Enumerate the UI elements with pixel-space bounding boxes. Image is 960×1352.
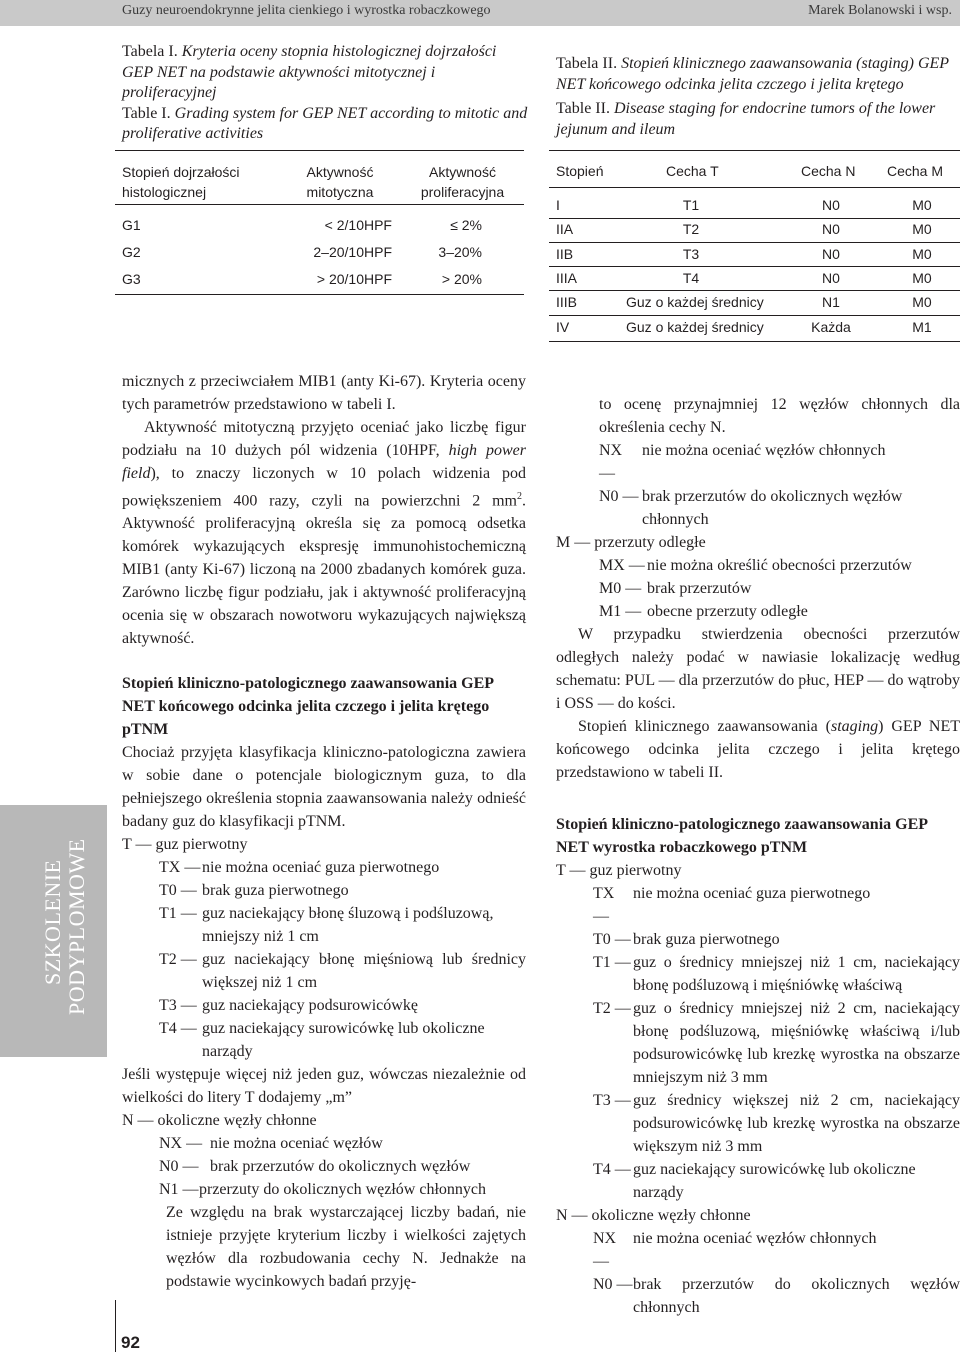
table2-cell: Guz o każdej średnicy — [626, 319, 764, 335]
table2-cell: IIA — [556, 221, 574, 237]
section-heading: Stopień kliniczno-patologicznego zaawansowania GEP NET końcowego odcinka jelita czczego i jelita krętego pTNM — [122, 675, 494, 739]
list-item: T1 — guz naciekający błonę śluzową i podśluzową, mniejszy niż 1 cm — [159, 905, 494, 946]
list-item: N1 — przerzuty do okolicznych węzłów chłonnych — [159, 1181, 487, 1199]
paragraph: to ocenę przynajmniej 12 węzłów chłonnych dla określenia cechy N. — [599, 396, 960, 436]
table1-header-grade: Stopień dojrzałości histologicznej — [122, 164, 240, 200]
table2-cell: M0 — [912, 197, 932, 213]
table2-cell: M0 — [912, 270, 932, 286]
table2-cell: I — [556, 197, 560, 213]
list-item: NX — nie można oceniać węzłów — [159, 1135, 383, 1153]
table1-header-prolif: Aktywność proliferacyjna — [420, 164, 505, 200]
list-item: T4 — guz naciekający surowicówkę lub okoliczne narządy — [593, 1161, 916, 1201]
paragraph: Ze względu na brak wystarczającej liczby badań, nie istnieje przyjęte kryterium liczby i wielkości zajętych węzłów dla rozbudowania cechy N. Jednakże na podstawie wycinkowych badań przyję- — [166, 1204, 526, 1291]
table1-cell: < 2/10HPF — [324, 217, 392, 233]
table2-cell: N0 — [822, 197, 840, 213]
table2-cell: M0 — [912, 294, 932, 310]
paragraph: micznych z przeciwciałem MIB1 (anty Ki-67). Kryteria oceny tych parametrów przedstawiono w tabeli I. — [122, 373, 526, 413]
table2-cell: Każda — [811, 319, 851, 335]
table2-caption — [556, 54, 960, 140]
table2-cell: M0 — [912, 221, 932, 237]
table2-header: Cecha N — [801, 163, 856, 179]
table1-label-pl: Tabela I. — [122, 43, 178, 60]
list-item: TX — nie można oceniać guza pierwotnego — [159, 859, 440, 877]
list-item: N0 — brak przerzutów do okolicznych węzłów chłonnych — [599, 488, 903, 528]
table2-label-pl: Tabela II. — [556, 55, 618, 72]
table2-header: Cecha M — [887, 163, 944, 179]
list-item: T0 — brak guza pierwotnego — [159, 882, 349, 900]
sidebar-line1: SZKOLENIE — [40, 859, 65, 985]
section-sidebar — [0, 805, 107, 1057]
table2-title-en: Disease staging for endocrine tumors of the lower jejunum and ileum — [556, 100, 936, 138]
table2-cell: IV — [556, 319, 570, 335]
table1-cell: 3–20% — [438, 244, 482, 260]
paragraph: Stopień klinicznego zaawansowania (staging) GEP NET końcowego odcinka jelita czczego i jelita krętego przedstawiono w tabeli II. — [556, 718, 960, 781]
table2-cell: M0 — [912, 246, 932, 262]
table2-cell: N1 — [822, 294, 840, 310]
t-list — [556, 882, 960, 1204]
list-heading: T — guz pierwotny — [122, 836, 248, 854]
table2-cell: T2 — [682, 221, 700, 237]
table1-cell: > 20/10HPF — [316, 271, 392, 287]
table2-title-pl: Stopień klinicznego zaawansowania (staging) GEP NET końcowego odcinka jelita czczego i jelita krętego — [556, 55, 949, 93]
list-item: M1 — obecne przerzuty odległe — [599, 603, 808, 620]
m-list — [556, 554, 960, 623]
list-item: M0 — brak przerzutów — [599, 580, 752, 597]
list-item: N0 — brak przerzutów do okolicznych węzłów — [159, 1158, 471, 1176]
list-heading: M — przerzuty odległe — [556, 534, 706, 551]
right-column — [556, 393, 960, 1319]
list-item: T0 — brak guza pierwotnego — [593, 931, 780, 948]
paragraph: Aktywność mitotyczną przyjęto oceniać jako liczbę figur podziału na 10 dużych pól widzenia (10HPF, high power field), to znaczy liczonych w 10 polach widzenia pod powiększeniem 400 razy, czyli na powierzchni 2 $mm^2$. Aktywność proliferacyjną określa się za pomocą odsetka komórek wykazujących ekspresję immunohistochemiczną MIB1 (anty Ki-67) liczoną na 2000 zbadanych komórek guza. Zarówno liczbę figur podziału, jak i aktywność proliferacyjną ocenia się w obszarach nowotworu wykazujących największą aktywność. — [122, 419, 526, 648]
list-item: MX — nie można określić obecności przerzutów — [599, 557, 912, 574]
table2-cell: Guz o każdej średnicy — [626, 294, 764, 310]
list-heading: N — okoliczne węzły chłonne — [122, 1112, 317, 1130]
page-number-rule — [115, 1300, 116, 1352]
table1-cell: G2 — [122, 244, 141, 260]
table2-cell: N0 — [822, 246, 840, 262]
list-item: T3 — guz naciekający podsurowicówkę — [159, 997, 418, 1015]
table2-cell: N0 — [822, 221, 840, 237]
t-list — [122, 856, 526, 1063]
list-heading: T — guz pierwotny — [556, 862, 682, 879]
paragraph: Chociaż przyjęta klasyfikacja kliniczno-patologiczna zawiera w sobie dane o potencjale biologicznym guza, to dla pełniejszego określenia stopnia zaawansowania należy odnieść badany guz do klasyfikacji pTNM. — [122, 744, 526, 831]
list-item: T1 — guz o średnicy mniejszej niż 1 cm, naciekający błonę podśluzową i mięśniówkę właściwą — [593, 954, 960, 994]
table2-cell: M1 — [912, 319, 932, 335]
table2-header: Stopień — [556, 163, 604, 179]
table2-cell: T1 — [682, 197, 700, 213]
table2-label-en: Table II. — [556, 100, 610, 117]
section-heading: Stopień kliniczno-patologicznego zaawansowania GEP NET wyrostka robaczkowego pTNM — [556, 816, 928, 856]
list-item: NX — nie można oceniać węzłów chłonnych — [599, 442, 886, 482]
table1-cell: 2–20/10HPF — [313, 244, 392, 260]
table1-cell: G3 — [122, 271, 141, 287]
table2-cell: IIIA — [556, 270, 578, 286]
n-list — [556, 1227, 960, 1319]
list-heading: N — okoliczne węzły chłonne — [556, 1207, 751, 1224]
list-item: T2 — guz naciekający błonę mięśniową lub średnicy większej niż 1 cm — [159, 951, 526, 992]
table1-cell: G1 — [122, 217, 141, 233]
table2-cell: IIB — [556, 246, 574, 262]
table2-cell: IIIB — [556, 294, 578, 310]
list-item: T2 — guz o średnicy mniejszej niż 2 cm, naciekający błonę podśluzową, mięśniówkę właściwą i/lub podsurowicówkę lub krezkę wyrostka na obszarze mniejszym niż 3 mm — [593, 1000, 960, 1086]
table2-cell: T4 — [682, 270, 700, 286]
page-number: 92 — [121, 1333, 140, 1352]
header-authors: Marek Bolanowski i wsp. — [808, 3, 952, 18]
running-header — [0, 0, 960, 26]
list-item: NX — nie można oceniać węzłów chłonnych — [593, 1230, 877, 1270]
n-list — [122, 1132, 526, 1201]
list-item: T3 — guz średnicy większej niż 2 cm, naciekający podsurowicówkę lub krezkę wyrostka na obszarze większym niż 3 mm — [593, 1092, 960, 1155]
table1-header-mitotic: Aktywność mitotyczna — [306, 164, 374, 200]
table1-title-pl: Kryteria oceny stopnia histologicznej dojrzałości GEP NET na podstawie aktywności mitotycznej i proliferacyjnej — [122, 43, 497, 101]
table1-label-en: Table I. — [122, 104, 171, 122]
table2-header: Cecha T — [666, 163, 719, 179]
paragraph: Jeśli występuje więcej niż jeden guz, wówczas niezależnie od wielkości do litery T dodajemy „m” — [122, 1066, 526, 1107]
paragraph: W przypadku stwierdzenia obecności przerzutów odległych należy podać w nawiasie lokalizację według schematu: PUL — dla przerzutów do płuc, HEP — do wątroby i OSS — do kości. — [556, 626, 960, 712]
table1-cell: > 20% — [441, 271, 482, 287]
left-column — [122, 370, 526, 1293]
list-item: T4 — guz naciekający surowicówkę lub okoliczne narządy — [159, 1020, 485, 1061]
list-item: N0 — brak przerzutów do okolicznych węzłów chłonnych — [593, 1276, 960, 1316]
table2-cell: N0 — [822, 270, 840, 286]
table2-cell: T3 — [682, 246, 700, 262]
sidebar-line2: PODYPLOMOWE — [64, 838, 89, 1015]
table1-caption — [122, 42, 530, 145]
table1-title-en: Grading system for GEP NET according to mitotic and proliferative activities — [122, 104, 528, 142]
n-list — [556, 439, 960, 531]
table1-cell: ≤ 2% — [450, 217, 482, 233]
list-item: TX — nie można oceniać guza pierwotnego — [593, 885, 871, 925]
header-title: Guzy neuroendokrynne jelita cienkiego i wyrostka robaczkowego — [122, 3, 491, 18]
